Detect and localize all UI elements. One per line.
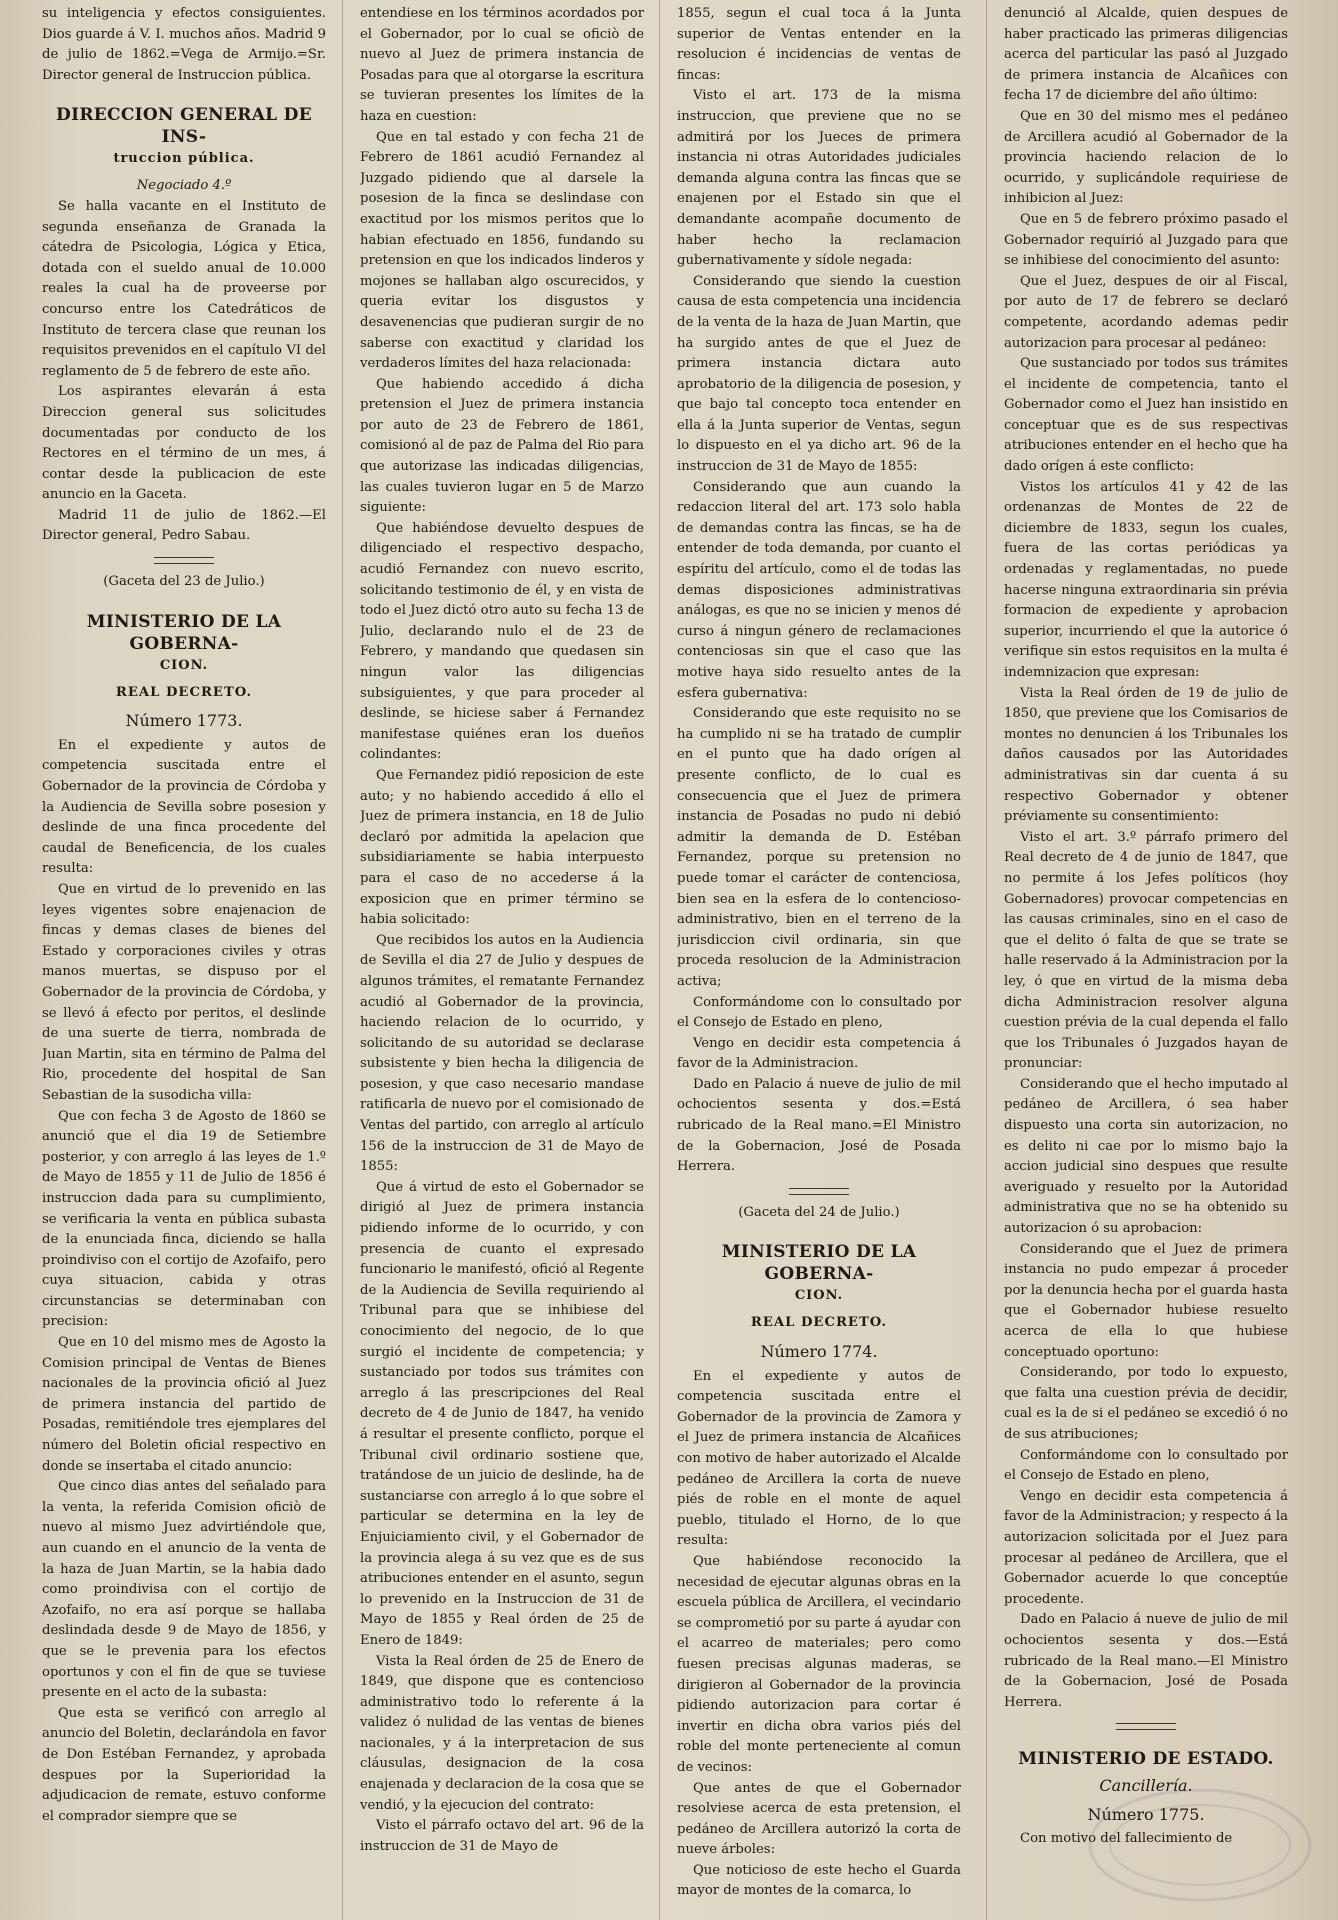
paragraph: Que recibidos los autos en la Audiencia de Sevilla el dia 27 de Julio y despues de algunos trámites, el rematante Fernandez acudió al Gobernador de la provincia, haciendo relacion de lo ocurrido, y solicitando de su autoridad se declarase subsistente y bien hecha la diligencia de posesion, y que caso necesario mandase ratificarla de nuevo por el comisionado de Ventas del partido, con arreglo al artículo 156 de la instruccion de 31 de Mayo de 1855: xyxy=(360,932,644,1175)
decree-number: Número 1773. xyxy=(125,711,243,731)
paragraph: Considerando que este requisito no se ha cumplido ni se ha tratado de cumplir en el punto que ha dado orígen al presente conflicto, de lo cual es consecuencia que el Juez de primera instancia de Posadas no pudo ni debió admitir la demanda de D. Estéban Fernandez, porque su pretension no puede tomar el carácter de contenciosa, bien sea en la esfera de lo contencioso-administrativo, bien en el terreno de la jurisdiccion civil ordinaria, sin que proceda resolucion de la Administracion activa; xyxy=(677,706,961,989)
paragraph: Dado en Palacio á nueve de julio de mil ochocientos sesenta y dos.—Está rubricado de la Real mano.—El Ministro de la Gobernacion, José de Posada Herrera. xyxy=(1004,1612,1288,1710)
decree-number: Número 1774. xyxy=(760,1342,878,1362)
column-2 xyxy=(360,4,644,1914)
gaceta-date: (Gaceta del 23 de Julio.) xyxy=(103,574,265,590)
paragraph: Conformándome con lo consultado por el Consejo de Estado en pleno, xyxy=(1004,1447,1288,1484)
separator xyxy=(1116,1723,1176,1730)
column-rule xyxy=(342,0,343,1920)
separator xyxy=(789,1188,849,1195)
paragraph: Con motivo del fallecimiento de xyxy=(1020,1831,1233,1847)
paragraph: Conformándome con lo consultado por el Consejo de Estado en pleno, xyxy=(677,994,961,1031)
paragraph: Que habiéndose reconocido la necesidad de ejecutar algunas obras en la escuela pública de Arcillera, el vecindario se comprometió por su parte á ayudar con el acarreo de materiales; pero como fuesen precisas algunas maderas, se dirigieron al Gobernador de la provincia pidiendo autorizacion para cortar é invertir en dicha obra varios piés del roble del monte perteneciente al comun de vecinos: xyxy=(677,1553,961,1775)
paragraph: Que antes de que el Gobernador resolviese acerca de esta pretension, el pedáneo de Arcillera autorizó la corta de nueve árboles: xyxy=(677,1780,961,1858)
paragraph: En el expediente y autos de competencia suscitada entre el Gobernador de la provincia de Zamora y el Juez de primera instancia de Alcañices con motivo de haber autorizado el Alcalde pedáneo de Arcillera la corta de nueve piés de roble en el monte de aquel pueblo, titulado el Horno, de lo que resulta: xyxy=(677,1368,961,1549)
paragraph: Vistos los artículos 41 y 42 de las ordenanzas de Montes de 22 de diciembre de 1833, segun los cuales, fuera de las cortas periódicas ya ordenadas y reglamentadas, no puede hacerse ninguna extraordinaria sin prévia formacion de expediente y aprobacion superior, incurriendo el que la autorice ó verifique sin estos requisitos en la multa é indemnizacion que expresan: xyxy=(1004,479,1288,680)
paragraph: entendiese en los términos acordados por el Gobernador, por lo cual se oficiò de nuevo al Juez de primera instancia de Posadas para que al otorgarse la escritura se tuvieran presentes los límites de la haza en cuestion: xyxy=(360,6,644,124)
paragraph: Que en 30 del mismo mes el pedáneo de Arcillera acudió al Gobernador de la provincia haciendo relacion de lo ocurrido, y suplicándole requiriese de inhibicion al Juez: xyxy=(1004,108,1288,207)
decree-label: REAL DECRETO. xyxy=(115,684,253,700)
paragraph: su inteligencia y efectos consiguientes. Dios guarde á V. I. muchos años. Madrid 9 de julio de 1862.=Vega de Armijo.=Sr. Director general de Instruccion pública. xyxy=(42,6,326,83)
paragraph: Que el Juez, despues de oir al Fiscal, por auto de 17 de febrero se declaró competente, acordando ademas pedir autorizacion para procesar al pedáneo: xyxy=(1004,273,1288,351)
paragraph: Que sustanciado por todos sus trámites el incidente de competencia, tanto el Gobernador como el Juez han insistido en conceptuar que es de sus respectivas atribuciones entender en el hecho que ha dado orígen á este conflicto: xyxy=(1004,356,1288,475)
column-4 xyxy=(1004,4,1288,1914)
paragraph: denunció al Alcalde, quien despues de haber practicado las primeras diligencias acerca del particular las pasó al Juzgado de primera instancia de Alcañices con fecha 17 de diciembre del año último: xyxy=(1004,6,1288,104)
column-1 xyxy=(42,4,326,1914)
paragraph: Dado en Palacio á nueve de julio de mil ochocientos sesenta y dos.=Está rubricado de la Real mano.=El Ministro de la Gobernacion, José de Posada Herrera. xyxy=(677,1076,961,1175)
paragraph: Vista la Real órden de 25 de Enero de 1849, que dispone que es contencioso administrativo todo lo referente á la validez ó nulidad de las ventas de bienes nacionales, y á la interpretacion de sus cláusulas, designacion de la cosa enajenada y declaracion de la cosa que se vendió, y la ejecucion del contrato: xyxy=(360,1653,644,1813)
separator xyxy=(154,557,214,564)
section-heading: MINISTERIO DE ESTADO. xyxy=(1018,1749,1274,1770)
paragraph: Considerando, por todo lo expuesto, que falta una cuestion prévia de decidir, cual es la de si el pedáneo se excedió ó no de sus atribuciones; xyxy=(1004,1365,1288,1442)
section-heading: MINISTERIO DE LA GOBERNA- CION. xyxy=(86,611,282,673)
paragraph: Que en 10 del mismo mes de Agosto la Comision principal de Ventas de Bienes nacionales de la provincia ofició al Juez de primera instancia del partido de Posadas, remitiéndole tres ejemplares del número del Boletin oficial respectivo en donde se insertaba el citado anuncio: xyxy=(42,1335,326,1474)
paragraph: Que á virtud de esto el Gobernador se dirigió al Juez de primera instancia pidiendo informe de lo ocurrido, y con presencia de cuanto el expresado funcionario le manifestó, ofició al Regente de la Audiencia de Sevilla requiriendo al Tribunal para que se inhibiese del conocimiento del negocio, de lo que surgió el incidente de competencia; y sustanciado por todos sus trámites con arreglo á las prescripciones del Real decreto de 4 de Junio de 1847, ha venido á resultar el presente conflicto, porque el Tribunal civil ordinario sostiene que, tratándose de un juicio de deslinde, ha de sustanciarse con arreglo á lo que sobre el particular se determina en la ley de Enjuiciamiento civil, y el Gobernador de la provincia alega á su vez que es de sus atribuciones entender en el asunto, segun lo prevenido en la Instruccion de 31 de Mayo de 1855 y Real órden de 25 de Enero de 1849: xyxy=(360,1179,644,1648)
paragraph: Visto el párrafo octavo del art. 96 de la instruccion de 31 de Mayo de xyxy=(360,1818,644,1854)
negociado-label: Negociado 4.º xyxy=(136,178,232,194)
paragraph: Vista la Real órden de 19 de julio de 1850, que previene que los Comisarios de montes no denuncien á los Tribunales los daños causados por las Autoridades administrativas sin dar cuenta á su respectivo Gobernador y obtener préviamente su consentimiento: xyxy=(1004,685,1288,825)
paragraph: Que en virtud de lo prevenido en las leyes vigentes sobre enajenacion de fincas y demas clases de bienes del Estado y corporaciones civiles y otras manos muertas, se dispuso por el Gobernador de la provincia de Córdoba, y se llevó á efecto por peritos, el deslinde de una suerte de tierra, nombrada de Juan Martin, sita en término de Palma del Rio, procedente del hospital de San Sebastian de la susodicha villa: xyxy=(42,882,326,1103)
paragraph: Que cinco dias antes del señalado para la venta, la referida Comision oficiò de nuevo al mismo Juez advirtiéndole que, aun cuando en el anuncio de la venta de la haza de Juan Martin, se la habia dado como proindivisa con el cortijo de Azofaifo, no era así porque se hallaba deslindada desde 9 de Mayo de 1856, y que se le prevenia para los efectos oportunos y con el fin de que se tuviese presente en el acto de la subasta: xyxy=(42,1479,326,1701)
section-heading: DIRECCION GENERAL DE INS- truccion pública. xyxy=(56,105,312,167)
paragraph: Considerando que siendo la cuestion causa de esta competencia una incidencia de la venta de la haza de Juan Martin, que ha surgido antes de que el Juez de primera instancia dictara auto aprobatorio de la diligencia de posesion, y que bajo tal concepto toca entender en ella á la Junta superior de Ventas, segun lo dispuesto en el ya dicho art. 96 de la instruccion de 31 de Mayo de 1855: xyxy=(677,273,961,475)
paragraph: Que habiendo accedido á dicha pretension el Juez de primera instancia por auto de 23 de Febrero de 1861, comisionó al de paz de Palma del Rio para que autorizase las indicadas diligencias, las cuales tuvieron lugar en 5 de Marzo siguiente: xyxy=(360,376,644,516)
section-heading: MINISTERIO DE LA GOBERNA- CION. xyxy=(721,1242,917,1304)
paragraph: Que esta se verificó con arreglo al anuncio del Boletin, declarándola en favor de Don Estéban Fernandez, y aprobada despues por la Superioridad la adjudicacion de remate, estuvo conforme el comprador siempre que se xyxy=(42,1705,326,1824)
paragraph: Se halla vacante en el Instituto de segunda enseñanza de Granada la cátedra de Psicologia, Lógica y Etica, dotada con el sueldo anual de 10.000 reales la cual ha de proveerse por concurso entre los Catedráticos de Instituto de tercera clase que reunan los requisitos prevenidos en el capítulo VI del reglamento de 5 de febrero de este año. xyxy=(42,198,326,379)
gaceta-date: (Gaceta del 24 de Julio.) xyxy=(738,1204,900,1220)
decree-number: Número 1775. xyxy=(1087,1804,1205,1824)
paragraph: Los aspirantes elevarán á esta Direccion general sus solicitudes documentadas por conducto de los Rectores en el término de un mes, á contar desde la publicacion de este anuncio en la Gaceta. xyxy=(42,384,326,503)
library-stamp-watermark xyxy=(1080,1780,1320,1910)
paragraph: Considerando que el Juez de primera instancia no pudo empezar á proceder por la denuncia hecha por el guarda hasta que el Gobernador hubiese resuelto acerca de ella lo que hubiese conceptuado oportuno: xyxy=(1004,1241,1288,1360)
paragraph: Considerando que el hecho imputado al pedáneo de Arcillera, ó sea haber dispuesto una corta sin autorizacion, no es delito ni cae por lo mismo bajo la accion judicial sino despues que resulte averiguado y resuelto por la Autoridad administrativa que no se ha obtenido su autorizacion ó su aprobacion: xyxy=(1004,1076,1288,1237)
paragraph: Visto el art. 173 de la misma instruccion, que previene que no se admitirá por los Jueces de primera instancia ni otras Autoridades judiciales demanda alguna contra las fincas que se enajenen por el Estado sin que el demandante acompañe documento de haber hecho la reclamacion gubernativamente y sídole negada: xyxy=(677,88,961,269)
paragraph: Madrid 11 de julio de 1862.—El Director general, Pedro Sabau. xyxy=(42,507,326,544)
decree-label: REAL DECRETO. xyxy=(750,1315,888,1331)
paragraph: Visto el art. 3.º párrafo primero del Real decreto de 4 de junio de 1847, que no permite á los Jefes políticos (hoy Gobernadores) provocar competencias en las causas criminales, sino en el caso de que el delito ó falta de que se trate se halle reservado á la Administracion por la ley, ó que en virtud de la misma deba dicha Administracion resolver alguna cuestion prévia de la cual dependa el fallo que los Tribunales ó Juzgados hayan de pronunciar: xyxy=(1004,829,1288,1072)
paragraph: Considerando que aun cuando la redaccion literal del art. 173 solo habla de demandas contra las fincas, se ha de entender de toda demanda, por cuanto el espíritu del artículo, como el de todas las demas disposiciones administrativas análogas, es que no se inicien y menos dé curso á ningun género de reclamaciones contenciosas sin que el caso que las motive haya sido resuelto antes de la esfera gubernativa: xyxy=(677,479,961,701)
paragraph: Que Fernandez pidió reposicion de este auto; y no habiendo accedido á ello el Juez de primera instancia, en 18 de Julio declaró por admitida la apelacion que subsidiariamente se habia interpuesto para el caso de no accederse á la exposicion que en primer término se habia solicitado: xyxy=(360,767,644,928)
paragraph: Que habiéndose devuelto despues de diligenciado el respectivo despacho, acudió Fernandez con nuevo escrito, solicitando testimonio de él, y en vista de todo el Juez dictó otro auto su fecha 13 de Julio, declarando nulo el de 23 de Febrero, y mandando que quedasen sin ningun valor las diligencias subsiguientes, y que para proceder al deslinde, se hiciese saber á Fernandez manifestase quiénes eran los dueños colindantes: xyxy=(360,520,644,763)
subsection-heading: Cancillería. xyxy=(1099,1776,1193,1796)
paragraph: 1855, segun el cual toca á la Junta superior de Ventas entender en la resolucion é incidencias de ventas de fincas: xyxy=(677,6,961,83)
paragraph: Que noticioso de este hecho el Guarda mayor de montes de la comarca, lo xyxy=(677,1862,961,1899)
column-3 xyxy=(677,4,961,1914)
paragraph: Vengo en decidir esta competencia á favor de la Administracion; y respecto á la autorizacion solicitada por el Juez para procesar al pedáneo de Arcillera, que el Gobernador acuerde lo que conceptúe procedente. xyxy=(1004,1488,1288,1607)
column-rule xyxy=(986,0,987,1920)
paragraph: Que en tal estado y con fecha 21 de Febrero de 1861 acudió Fernandez al Juzgado pidiendo que al darsele la posesion de la finca se deslindase con exactitud por los mismos peritos que lo habian efectuado en 1856, fundando su pretension en que los indicados linderos y mojones se hallaban algo oscurecidos, y queria evitar los disgustos y desavenencias que pudieran surgir de no saberse con exactitud y claridad los verdaderos límites del haza relacionada: xyxy=(360,129,644,372)
paragraph: Que con fecha 3 de Agosto de 1860 se anunció que el dia 19 de Setiembre posterior, y con arreglo á las leyes de 1.º de Mayo de 1855 y 11 de Julio de 1856 é instruccion dada para su cumplimiento, se verificaria la venta en pública subasta de la enunciada finca, diciendo se halla proindiviso con el cortijo de Azofaifo, pero cuya situacion, cabida y otras circunstancias se determinaban con precision: xyxy=(42,1108,326,1330)
paragraph: En el expediente y autos de competencia suscitada entre el Gobernador de la provincia de Córdoba y la Audiencia de Sevilla sobre posesion y deslinde de una finca procedente del caudal de Beneficencia, de los cuales resulta: xyxy=(42,737,326,877)
paragraph: Que en 5 de febrero próximo pasado el Gobernador requirió al Juzgado para que se inhibiese del conocimiento del asunto: xyxy=(1004,211,1288,269)
column-rule xyxy=(659,0,660,1920)
paragraph: Vengo en decidir esta competencia á favor de la Administracion. xyxy=(677,1035,961,1072)
